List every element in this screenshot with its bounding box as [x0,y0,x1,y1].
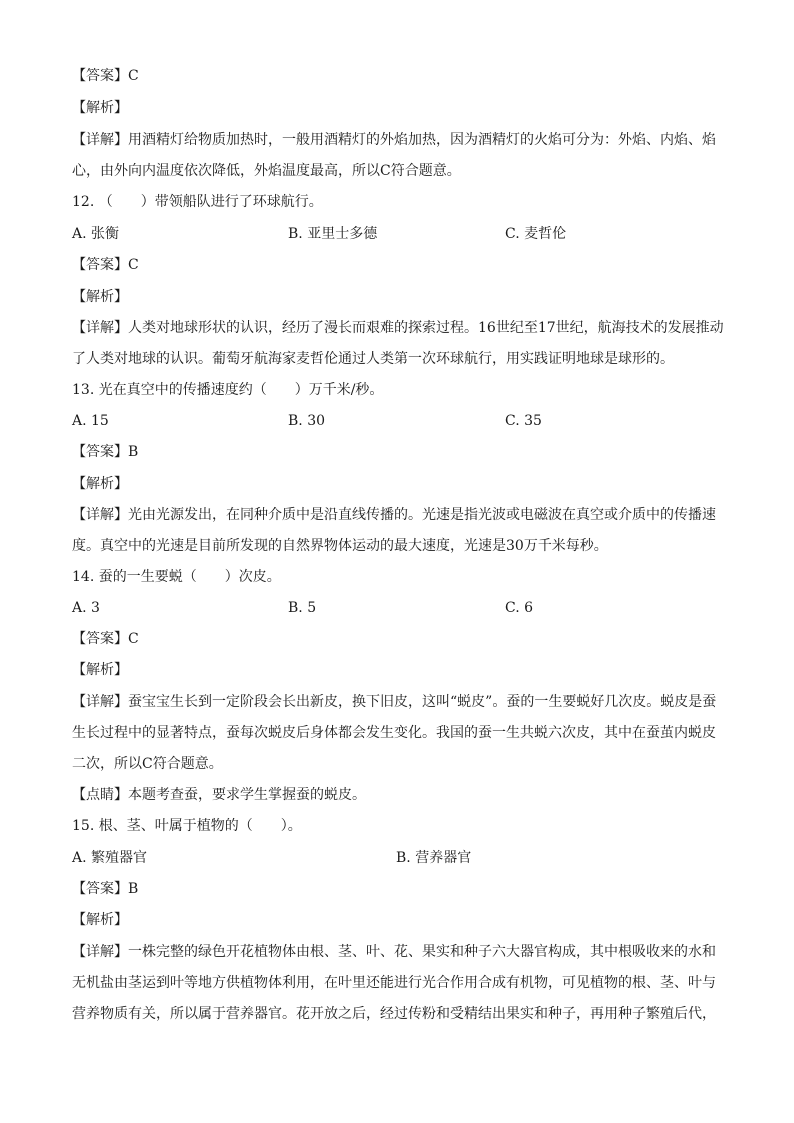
analysis-label: 【解析】 [72,662,128,678]
answer-line [72,879,724,899]
answer-value: B [128,444,139,460]
detail-text: 用酒精灯给物质加热时，一般用酒精灯的外焰加热，因为酒精灯的火焰可分为：外焰、内焰、焰 [128,132,716,148]
answer-value: C [128,257,139,273]
answer-line [72,255,724,275]
option-a: A. 3 [72,600,100,616]
option-b: B. 亚里士多德 [288,226,378,242]
option-b: B. 营养器官 [396,850,472,866]
analysis-label: 【解析】 [72,289,128,305]
question-14: 14. 蚕的一生要蜕（ ）次皮。 [72,569,281,585]
detail-text: 蚕宝宝生长到一定阶段会长出新皮，换下旧皮，这叫“蜕皮”。蚕的一生要蜕好几次皮。蜕皮是蚕 [128,694,717,710]
option-a: A. 繁殖器官 [72,850,148,866]
option-c: C. 35 [505,413,542,429]
detail-text: 一株完整的绿色开花植物体由根、茎、叶、花、果实和种子六大器官构成，其中根吸收来的水和 [128,944,716,960]
detail-text-cont: 心，由外向内温度依次降低，外焰温度最高，所以C符合题意。 [72,163,461,179]
option-b: B. 30 [288,413,326,429]
detail-text-cont: 度。真空中的光速是目前所发现的自然界物体运动的最大速度，光速是30万千米每秒。 [72,538,608,554]
detail-line [72,942,724,962]
analysis-label: 【解析】 [72,476,128,492]
detail-label: 【详解】 [72,944,128,960]
comment-line [72,785,724,805]
detail-label: 【详解】 [72,694,128,710]
detail-line [72,130,724,150]
answer-label: 【答案】 [72,68,128,84]
comment-text: 本题考查蚕，要求学生掌握蚕的蜕皮。 [128,787,366,803]
detail-line [72,505,724,525]
detail-text-cont: 无机盐由茎运到叶等地方供植物体利用，在叶里还能进行光合作用合成有机物，可见植物的根、茎、叶与 [72,975,716,991]
option-a: A. 张衡 [72,226,120,242]
detail-text-cont: 二次，所以C符合题意。 [72,756,223,772]
analysis-label: 【解析】 [72,912,128,928]
detail-text: 人类对地球形状的认识，经历了漫长而艰难的探索过程。16世纪至17世纪，航海技术的发展推动 [128,320,724,336]
question-13: 13. 光在真空中的传播速度约（ ）万千米/秒。 [72,382,384,398]
answer-value: C [128,631,139,647]
answer-value: C [128,68,139,84]
comment-label: 【点睛】 [72,787,128,803]
question-12: 12. （ ）带领船队进行了环球航行。 [72,194,323,210]
answer-line [72,629,724,649]
detail-text: 光由光源发出，在同种介质中是沿直线传播的。光速是指光波或电磁波在真空或介质中的传播速 [128,507,716,523]
detail-line [72,692,724,712]
detail-line [72,318,724,338]
detail-label: 【详解】 [72,507,128,523]
option-b: B. 5 [288,600,317,616]
detail-label: 【详解】 [72,320,128,336]
detail-label: 【详解】 [72,132,128,148]
answer-line [72,66,724,86]
option-a: A. 15 [72,413,109,429]
option-c: C. 麦哲伦 [505,226,567,242]
answer-line [72,442,724,462]
detail-text-cont: 营养物质有关，所以属于营养器官。花开放之后，经过传粉和受精结出果实和种子，再用种子繁殖后代， [72,1006,716,1022]
answer-value: B [128,881,139,897]
answer-label: 【答案】 [72,881,128,897]
analysis-label: 【解析】 [72,100,128,116]
question-15: 15. 根、茎、叶属于植物的（ ）。 [72,818,302,834]
answer-label: 【答案】 [72,631,128,647]
answer-label: 【答案】 [72,444,128,460]
answer-label: 【答案】 [72,257,128,273]
option-c: C. 6 [505,600,534,616]
detail-text-cont: 生长过程中的显著特点，蚕每次蜕皮后身体都会发生变化。我国的蚕一生共蜕六次皮，其中在蚕茧内蜕皮 [72,725,716,741]
detail-text-cont: 了人类对地球的认识。葡萄牙航海家麦哲伦通过人类第一次环球航行，用实践证明地球是球形的。 [72,351,674,367]
